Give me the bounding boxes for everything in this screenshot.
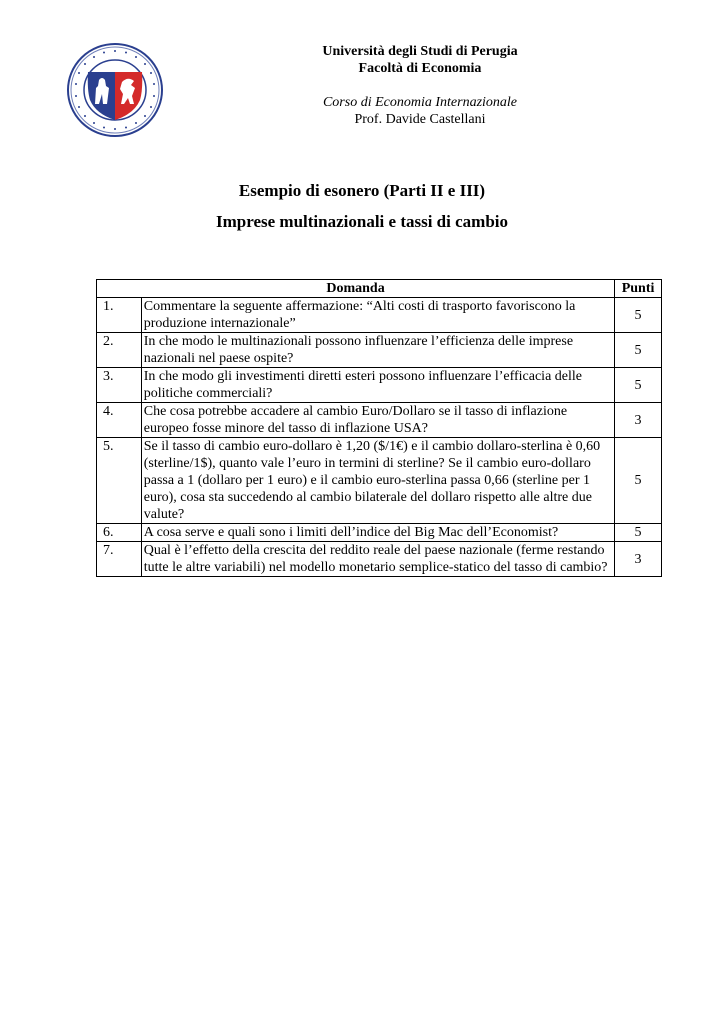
document-titles [0, 180, 724, 233]
question-text: A cosa serve e quali sono i limiti dell’indice del Big Mac dell’Economist? [141, 524, 614, 542]
table-row [97, 333, 662, 368]
question-number: 2. [97, 333, 142, 368]
table-row [97, 524, 662, 542]
question-number: 5. [97, 438, 142, 524]
question-number: 6. [97, 524, 142, 542]
questions-table [96, 279, 662, 577]
header-points: Punti [615, 280, 662, 298]
table-row [97, 298, 662, 333]
page-title: Esempio di esonero (Parti II e III) [238, 181, 486, 200]
question-points: 3 [615, 542, 662, 577]
table-row [97, 403, 662, 438]
question-points: 5 [615, 524, 662, 542]
professor-name: Prof. Davide Castellani [354, 112, 486, 127]
table-header-row [97, 280, 662, 298]
question-points: 3 [615, 403, 662, 438]
course-name: Corso di Economia Internazionale [322, 95, 518, 110]
question-text: In che modo gli investimenti diretti esteri possono influenzare l’efficacia delle politiche commerciali? [141, 368, 614, 403]
page-subtitle: Imprese multinazionali e tassi di cambio [216, 212, 508, 231]
question-text: Se il tasso di cambio euro-dollaro è 1,20 ($/1€) e il cambio dollaro-sterlina è 0,60 (sterline/1$), quanto vale l’euro in termini di sterline? Se il cambio euro-dollaro passa a 1 (dollaro per 1 euro) e il cambio euro-sterlina passa 0,66 (sterline per 1 euro), cosa sta succedendo al cambio bilaterale del dollaro rispetto alle altre due valute? [141, 438, 614, 524]
table-row [97, 368, 662, 403]
question-text: In che modo le multinazionali possono influenzare l’efficienza delle imprese nazionali nel paese ospite? [141, 333, 614, 368]
question-text: Qual è l’effetto della crescita del reddito reale del paese nazionale (ferme restando tutte le altre variabili) nel modello monetario semplice-statico del tasso di cambio? [141, 542, 614, 577]
question-number: 4. [97, 403, 142, 438]
faculty-name: Facoltà di Economia [358, 61, 482, 76]
university-seal-logo [66, 42, 164, 138]
question-number: 1. [97, 298, 142, 333]
question-number: 3. [97, 368, 142, 403]
header-question: Domanda [97, 280, 615, 298]
table-row [97, 438, 662, 524]
table-row [97, 542, 662, 577]
question-text: Che cosa potrebbe accadere al cambio Euro/Dollaro se il tasso di inflazione europeo fosse minore del tasso di inflazione USA? [141, 403, 614, 438]
document-header [250, 43, 590, 128]
question-points: 5 [615, 333, 662, 368]
question-number: 7. [97, 542, 142, 577]
question-points: 5 [615, 368, 662, 403]
question-text: Commentare la seguente affermazione: “Alti costi di trasporto favoriscono la produzione internazionale” [141, 298, 614, 333]
question-points: 5 [615, 298, 662, 333]
university-name: Università degli Studi di Perugia [322, 44, 518, 59]
question-points: 5 [615, 438, 662, 524]
